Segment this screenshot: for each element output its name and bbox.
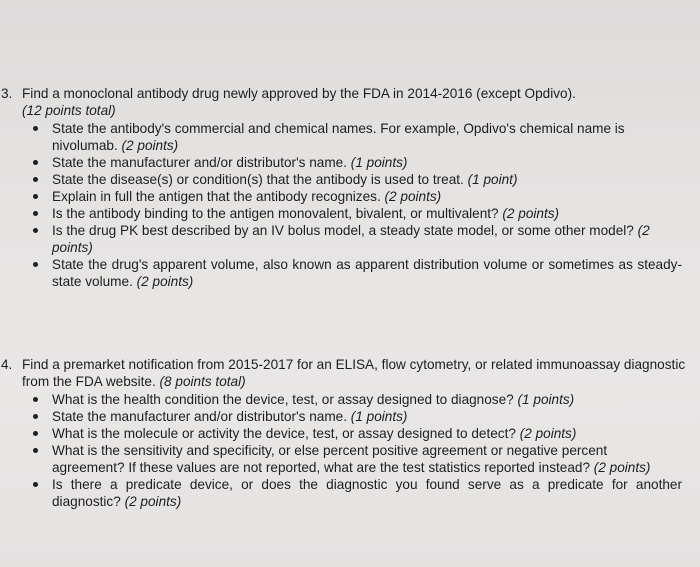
question-title: Find a monoclonal antibody drug newly approved by the FDA in 2014-2016 (except Opdivo). — [22, 86, 576, 101]
bullet-item — [0, 171, 690, 188]
bullet-text: Is the antibody binding to the antigen monovalent, bivalent, or multivalent? — [52, 206, 499, 221]
bullet-points: (2 points) — [124, 494, 182, 509]
bullet-item — [0, 188, 690, 205]
bullet-icon — [33, 448, 38, 453]
bullet-item — [0, 154, 690, 171]
bullet-text: State the antibody's commercial and chemical names. For example, Opdivo's chemical name is nivolumab. — [52, 121, 625, 153]
bullet-item — [0, 256, 690, 290]
bullet-item — [0, 476, 690, 510]
question-title — [22, 357, 685, 389]
bullet-points: (2 points) — [121, 138, 179, 153]
bullet-item — [0, 391, 690, 408]
bullet-text: Is there a predicate device, or does the diagnostic you found serve as a predicate for another diagnostic? — [52, 477, 682, 509]
question-title-text: Find a premarket notification from 2015-2017 for an ELISA, flow cytometry, or related immunoassay diagnostic from the FDA website. — [22, 357, 686, 389]
question-3-bullets — [0, 120, 690, 290]
bullet-text: What is the health condition the device, test, or assay designed to diagnose? — [52, 392, 514, 407]
bullet-text: What is the molecule or activity the device, test, or assay designed to detect? — [52, 426, 516, 441]
bullet-icon — [33, 228, 38, 233]
bullet-text: State the manufacturer and/or distributor's name. — [52, 409, 348, 424]
bullet-item — [0, 222, 690, 256]
bullet-points: (2 points) — [52, 223, 650, 255]
bullet-points: (2 points) — [593, 460, 651, 475]
bullet-text: State the manufacturer and/or distributor's name. — [52, 155, 348, 170]
bullet-icon — [33, 160, 38, 165]
bullet-item — [0, 425, 690, 442]
bullet-points: (2 points) — [384, 189, 442, 204]
bullet-points: (1 points) — [517, 392, 575, 407]
bullet-points: (2 points) — [502, 206, 560, 221]
question-number: 3. — [1, 86, 13, 101]
bullet-icon — [33, 194, 38, 199]
bullet-points: (1 point) — [467, 172, 518, 187]
bullet-icon — [33, 431, 38, 436]
question-3 — [0, 85, 690, 290]
bullet-icon — [33, 414, 38, 419]
question-4-bullets — [0, 391, 690, 510]
bullet-points: (2 points) — [136, 274, 194, 289]
question-4-header — [0, 356, 690, 390]
question-points-total: (12 points total) — [22, 103, 116, 118]
bullet-points: (1 points) — [350, 155, 408, 170]
question-number: 4. — [1, 357, 13, 372]
bullet-item — [0, 205, 690, 222]
bullet-points: (1 points) — [350, 409, 408, 424]
question-points-total: (8 points total) — [159, 374, 246, 389]
question-3-header — [0, 85, 690, 119]
bullet-item — [0, 442, 690, 476]
bullet-icon — [33, 177, 38, 182]
bullet-icon — [33, 211, 38, 216]
bullet-item — [0, 120, 690, 154]
bullet-text: Explain in full the antigen that the antibody recognizes. — [52, 189, 381, 204]
bullet-icon — [33, 482, 38, 487]
bullet-icon — [33, 397, 38, 402]
bullet-item — [0, 408, 690, 425]
bullet-text: State the drug's apparent volume, also known as apparent distribution volume or sometimes as steady-state volume. — [52, 257, 682, 289]
bullet-points: (2 points) — [519, 426, 577, 441]
question-4 — [0, 356, 690, 510]
bullet-icon — [33, 126, 38, 131]
bullet-text: What is the sensitivity and specificity, or else percent positive agreement or negative percent agreement? If these values are not reported, what are the test statistics reported instead? — [52, 443, 608, 475]
bullet-text: State the disease(s) or condition(s) that the antibody is used to treat. — [52, 172, 464, 187]
bullet-text: Is the drug PK best described by an IV bolus model, a steady state model, or some other model? — [52, 223, 634, 238]
bullet-icon — [33, 262, 38, 267]
